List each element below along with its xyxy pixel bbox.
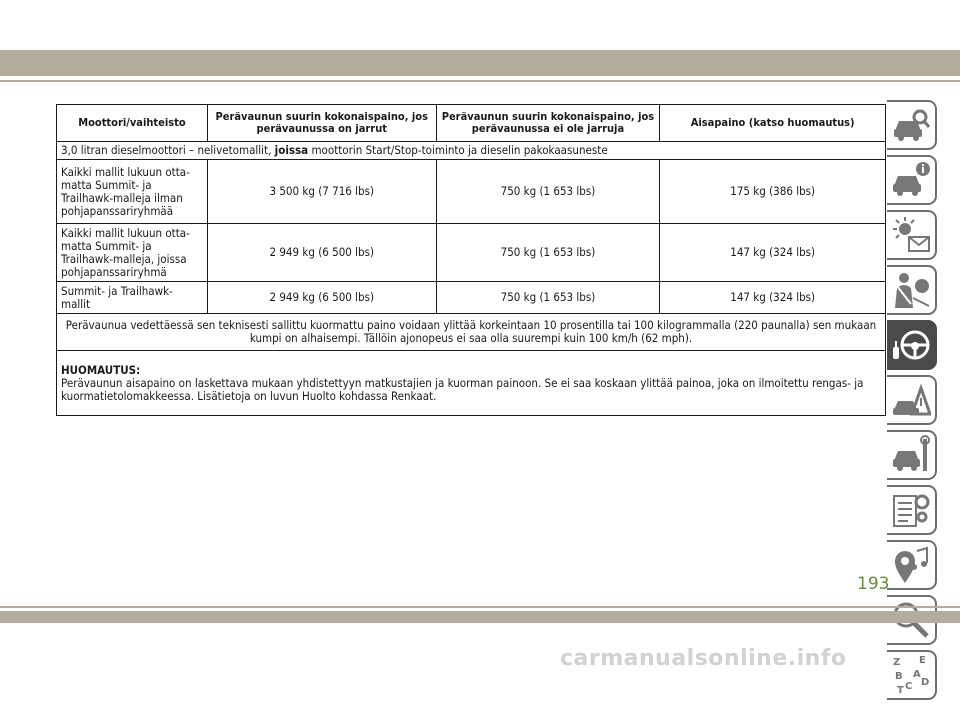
tab-car-search[interactable] (887, 100, 937, 150)
warning-light-mail-icon (891, 215, 931, 255)
braked-cell: 2 949 kg (6 500 lbs) (207, 282, 436, 314)
index-letter: E (919, 655, 926, 666)
towing-spec-table (56, 104, 886, 416)
footer-rule (0, 606, 960, 608)
index-letter: B (895, 671, 903, 682)
car-info-icon (891, 160, 931, 200)
watermark: carmanualsonline.info (560, 646, 847, 671)
index-letter: A (913, 669, 921, 680)
tongue-cell: 175 kg (386 lbs) (660, 160, 886, 224)
index-letter: C (905, 681, 913, 692)
index-letter: D (921, 677, 930, 688)
table-row (57, 160, 886, 224)
specs-gear-icon (891, 490, 931, 530)
table-row (57, 282, 886, 314)
remark-title: HUOMAUTUS: (61, 362, 141, 377)
section-suffix: moottorin Start/Stop-toiminto ja dieselin pakokaasuneste (308, 143, 608, 157)
tab-car-info[interactable] (887, 155, 937, 205)
braked-cell: 3 500 kg (7 716 lbs) (207, 160, 436, 224)
col-header-unbraked: Perävaunun suurin kokonaispaino, jos perävaunussa ei ole jarruja (436, 105, 660, 142)
tab-emergency[interactable] (887, 375, 937, 425)
tab-specifications[interactable] (887, 485, 937, 535)
page-number: 193 (857, 574, 890, 594)
col-header-tongue: Aisapaino (katso huomautus) (660, 105, 886, 142)
media-navigation-icon (891, 545, 931, 585)
index-letter: T (897, 685, 904, 695)
col-header-braked: Perävaunun suurin kokonaispaino, jos perävaunussa on jarrut (207, 105, 436, 142)
header-rule (0, 80, 960, 82)
tab-multimedia[interactable] (887, 540, 937, 590)
index-letter: Z (893, 657, 901, 668)
model-cell: Kaikki mallit lukuun otta- matta Summit- ja Trailhawk-malleja, joissa pohjapanssariryhmä (57, 224, 208, 282)
section-row (57, 142, 886, 160)
footnote-text: Perävaunua vedettäessä sen teknisesti sallittu kuormattu paino voidaan ylittää korkeintaan 10 prosentilla tai 100 kilogrammalla (220 paunalla) sen mukaan kumpi on alhaisempi. Tällöin ajonopeus ei saa olla suurempi kuin 100 km/h (62 mph). (57, 314, 886, 351)
unbraked-cell: 750 kg (1 653 lbs) (436, 224, 660, 282)
tongue-cell: 147 kg (324 lbs) (660, 224, 886, 282)
remark-cell (57, 351, 886, 416)
braked-cell: 2 949 kg (6 500 lbs) (207, 224, 436, 282)
tab-maintenance[interactable] (887, 430, 937, 480)
footnote-row (57, 314, 886, 351)
section-emphasis: joissa (274, 143, 309, 157)
roadside-warning-icon (891, 380, 931, 420)
footer-band (0, 611, 960, 623)
tab-driving[interactable] (887, 320, 937, 370)
header-band (0, 50, 960, 76)
section-prefix: 3,0 litran dieselmoottori – nelivetomallit, (61, 143, 275, 157)
remark-text: Perävaunun aisapaino on laskettava mukaan yhdistettyyn matkustajien ja kuorman painoon. Se ei saa koskaan ylittää painoa, joka on ilmoitettu rengas- ja kuormatietolomakkeessa. Lisätietoja on luvun Huolto kohdassa Renkaat. (61, 375, 864, 403)
tab-alphabetical-index[interactable] (887, 650, 937, 700)
unbraked-cell: 750 kg (1 653 lbs) (436, 160, 660, 224)
model-cell: Kaikki mallit lukuun otta- matta Summit- ja Trailhawk-malleja ilman pohjapanssariryhmää (57, 160, 208, 224)
col-header-engine: Moottori/vaihteisto (57, 105, 208, 142)
alphabet-index-icon (891, 655, 931, 695)
table-header-row (57, 105, 886, 142)
model-cell: Summit- ja Trailhawk- mallit (57, 282, 208, 314)
tongue-cell: 147 kg (324 lbs) (660, 282, 886, 314)
car-wrench-icon (891, 435, 931, 475)
seatbelt-airbag-icon (891, 270, 931, 310)
car-search-icon (891, 105, 931, 145)
steering-wheel-icon (891, 325, 931, 365)
remark-row (57, 351, 886, 416)
unbraked-cell: 750 kg (1 653 lbs) (436, 282, 660, 314)
tab-warning-lights[interactable] (887, 210, 937, 260)
section-title (57, 142, 886, 160)
tab-safety[interactable] (887, 265, 937, 315)
table-row (57, 224, 886, 282)
